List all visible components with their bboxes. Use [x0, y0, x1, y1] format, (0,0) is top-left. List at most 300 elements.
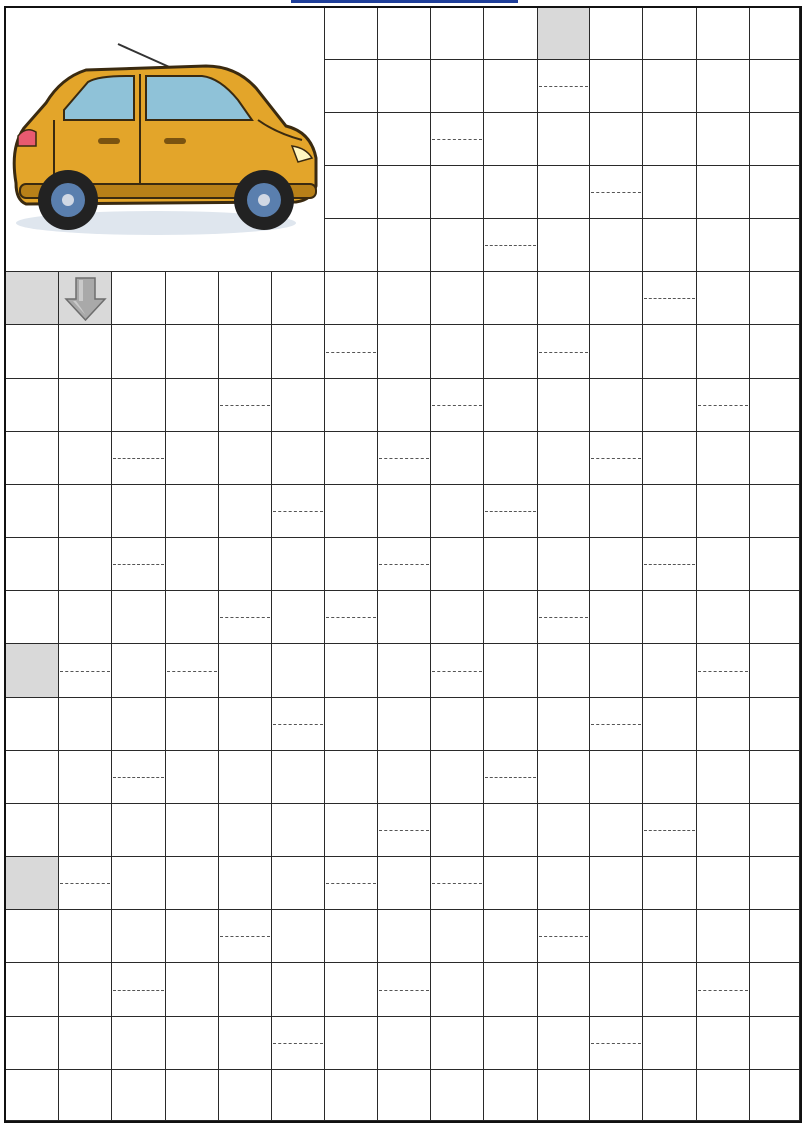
answer-cell[interactable] — [431, 963, 484, 1017]
answer-cell[interactable] — [166, 325, 219, 379]
answer-cell[interactable] — [643, 379, 697, 432]
car-icon — [6, 8, 324, 271]
answer-cell[interactable] — [590, 60, 643, 113]
top-link-bar[interactable] — [291, 0, 518, 3]
answer-cell[interactable] — [643, 1070, 697, 1121]
answer-cell[interactable] — [590, 591, 643, 644]
answer-cell[interactable] — [59, 1070, 112, 1121]
answer-cell[interactable] — [219, 857, 272, 910]
answer-cell[interactable] — [59, 910, 112, 963]
answer-cell[interactable] — [378, 1070, 431, 1121]
clue-text-lower — [220, 936, 270, 962]
answer-cell[interactable] — [325, 485, 378, 538]
answer-cell[interactable] — [272, 1070, 325, 1121]
split-clue-cell — [484, 219, 538, 272]
answer-cell[interactable] — [431, 591, 484, 644]
clue-text-lower — [379, 564, 429, 590]
answer-cell[interactable] — [166, 751, 219, 804]
answer-cell[interactable] — [538, 432, 590, 485]
answer-cell[interactable] — [325, 910, 378, 963]
answer-cell[interactable] — [219, 1070, 272, 1121]
answer-cell[interactable] — [697, 60, 750, 113]
answer-cell[interactable] — [484, 166, 538, 219]
answer-cell[interactable] — [431, 272, 484, 325]
answer-cell[interactable] — [750, 432, 800, 485]
clue-cell — [484, 1070, 538, 1121]
split-clue-cell — [59, 857, 112, 910]
answer-cell[interactable] — [484, 963, 538, 1017]
clue-text-lower — [644, 298, 695, 324]
clue-text-lower — [432, 139, 482, 165]
clue-text-upper — [485, 219, 536, 246]
answer-cell[interactable] — [538, 804, 590, 857]
answer-cell[interactable] — [378, 379, 431, 432]
clue-text — [326, 113, 376, 165]
clue-cell — [6, 325, 59, 379]
answer-cell[interactable] — [59, 963, 112, 1017]
clue-text-lower — [591, 1043, 641, 1069]
clue-cell — [325, 8, 378, 60]
clue-text — [7, 751, 57, 803]
answer-cell[interactable] — [643, 857, 697, 910]
split-clue-cell — [378, 963, 431, 1017]
answer-cell[interactable] — [59, 698, 112, 751]
clue-text — [7, 910, 57, 962]
answer-cell[interactable] — [538, 644, 590, 698]
answer-cell[interactable] — [538, 538, 590, 591]
answer-cell[interactable] — [378, 698, 431, 751]
answer-cell[interactable] — [431, 432, 484, 485]
clue-text — [326, 219, 376, 271]
clue-cell — [6, 963, 59, 1017]
answer-cell[interactable] — [750, 644, 800, 698]
clue-cell — [325, 60, 378, 113]
clue-text-lower — [591, 192, 641, 218]
clue-text-upper — [220, 910, 270, 937]
clue-text-lower — [326, 883, 376, 909]
split-clue-cell — [643, 272, 697, 325]
answer-cell[interactable] — [272, 432, 325, 485]
clue-cell — [6, 1017, 59, 1070]
answer-cell[interactable] — [112, 804, 166, 857]
answer-cell[interactable] — [750, 325, 800, 379]
clue-text-upper — [326, 591, 376, 618]
answer-cell[interactable] — [590, 325, 643, 379]
answer-cell[interactable] — [750, 1017, 800, 1070]
answer-cell[interactable] — [59, 1017, 112, 1070]
answer-cell[interactable] — [378, 485, 431, 538]
clue-text-lower — [485, 245, 536, 271]
answer-cell[interactable] — [643, 60, 697, 113]
clue-cell — [750, 485, 800, 538]
answer-cell[interactable] — [643, 644, 697, 698]
answer-cell[interactable] — [272, 538, 325, 591]
answer-cell[interactable] — [697, 591, 750, 644]
clue-cell — [6, 432, 59, 485]
answer-cell[interactable] — [484, 804, 538, 857]
clue-text-upper — [591, 166, 641, 193]
answer-cell[interactable] — [697, 219, 750, 272]
clue-text — [326, 60, 376, 112]
answer-cell[interactable] — [219, 538, 272, 591]
answer-cell[interactable] — [431, 910, 484, 963]
clue-text-upper — [273, 485, 323, 512]
answer-cell[interactable] — [538, 219, 590, 272]
down-arrow-icon — [59, 272, 112, 325]
answer-cell[interactable] — [643, 219, 697, 272]
answer-cell[interactable] — [484, 1017, 538, 1070]
answer-cell[interactable] — [431, 485, 484, 538]
answer-cell[interactable] — [112, 698, 166, 751]
answer-cell[interactable] — [431, 60, 484, 113]
answer-cell[interactable] — [697, 325, 750, 379]
split-clue-cell — [219, 910, 272, 963]
clue-text-upper — [591, 432, 641, 459]
answer-cell[interactable] — [538, 166, 590, 219]
answer-cell[interactable] — [431, 804, 484, 857]
clue-text — [698, 8, 748, 59]
answer-cell[interactable] — [538, 751, 590, 804]
clue-text-upper — [432, 379, 482, 406]
answer-cell[interactable] — [112, 910, 166, 963]
answer-cell[interactable] — [378, 166, 431, 219]
answer-cell[interactable] — [166, 591, 219, 644]
answer-cell[interactable] — [484, 910, 538, 963]
clue-text-upper — [485, 751, 536, 778]
answer-cell[interactable] — [484, 644, 538, 698]
answer-cell[interactable] — [697, 804, 750, 857]
answer-cell[interactable] — [325, 1070, 378, 1121]
answer-cell[interactable] — [590, 751, 643, 804]
clue-cell — [325, 113, 378, 166]
answer-cell[interactable] — [219, 1017, 272, 1070]
answer-cell[interactable] — [697, 272, 750, 325]
answer-cell[interactable] — [219, 751, 272, 804]
answer-cell[interactable] — [590, 538, 643, 591]
split-clue-cell — [538, 591, 590, 644]
answer-cell[interactable] — [590, 379, 643, 432]
answer-cell[interactable] — [112, 591, 166, 644]
clue-text-lower — [539, 86, 588, 112]
answer-cell[interactable] — [325, 538, 378, 591]
answer-cell[interactable] — [643, 485, 697, 538]
split-clue-cell — [325, 325, 378, 379]
answer-cell[interactable] — [431, 166, 484, 219]
split-clue-cell — [643, 804, 697, 857]
clue-cell — [6, 538, 59, 591]
answer-cell[interactable] — [538, 113, 590, 166]
answer-cell[interactable] — [112, 1070, 166, 1121]
answer-cell[interactable] — [219, 325, 272, 379]
answer-cell[interactable] — [166, 485, 219, 538]
clue-text — [485, 1070, 536, 1120]
answer-cell[interactable] — [697, 698, 750, 751]
answer-cell[interactable] — [166, 963, 219, 1017]
clue-text-upper — [113, 432, 164, 459]
answer-cell[interactable] — [697, 113, 750, 166]
clue-cell — [272, 272, 325, 325]
clue-text-lower — [113, 564, 164, 590]
answer-cell[interactable] — [59, 325, 112, 379]
answer-cell[interactable] — [272, 379, 325, 432]
answer-cell[interactable] — [166, 1017, 219, 1070]
answer-cell[interactable] — [643, 113, 697, 166]
answer-cell[interactable] — [697, 432, 750, 485]
answer-cell[interactable] — [590, 219, 643, 272]
answer-cell[interactable] — [166, 432, 219, 485]
answer-cell[interactable] — [484, 60, 538, 113]
answer-cell[interactable] — [378, 272, 431, 325]
split-clue-cell — [325, 591, 378, 644]
answer-cell[interactable] — [272, 804, 325, 857]
answer-cell[interactable] — [590, 485, 643, 538]
answer-cell[interactable] — [643, 963, 697, 1017]
clue-text — [7, 698, 57, 750]
answer-cell[interactable] — [378, 325, 431, 379]
answer-cell[interactable] — [378, 644, 431, 698]
clue-text-upper — [539, 591, 588, 618]
answer-cell[interactable] — [166, 857, 219, 910]
clue-text — [485, 8, 536, 59]
answer-cell[interactable] — [750, 166, 800, 219]
answer-cell[interactable] — [325, 804, 378, 857]
answer-cell[interactable] — [697, 910, 750, 963]
answer-cell[interactable] — [219, 644, 272, 698]
answer-cell[interactable] — [59, 751, 112, 804]
answer-cell[interactable] — [166, 804, 219, 857]
answer-cell[interactable] — [697, 1017, 750, 1070]
split-clue-cell — [219, 591, 272, 644]
answer-cell[interactable] — [538, 379, 590, 432]
answer-cell[interactable] — [538, 272, 590, 325]
clue-text-upper — [698, 644, 748, 672]
answer-cell[interactable] — [590, 272, 643, 325]
clue-text-upper — [379, 432, 429, 459]
clue-text-lower — [273, 1043, 323, 1069]
answer-cell[interactable] — [325, 379, 378, 432]
answer-cell[interactable] — [697, 538, 750, 591]
answer-cell[interactable] — [166, 379, 219, 432]
answer-cell[interactable] — [325, 1017, 378, 1070]
answer-cell[interactable] — [590, 1070, 643, 1121]
answer-cell[interactable] — [219, 804, 272, 857]
answer-cell[interactable] — [219, 698, 272, 751]
clue-text — [7, 325, 57, 378]
answer-cell[interactable] — [484, 432, 538, 485]
answer-cell[interactable] — [112, 857, 166, 910]
answer-cell[interactable] — [590, 910, 643, 963]
clue-cell — [750, 8, 800, 60]
clue-cell — [6, 698, 59, 751]
answer-cell[interactable] — [538, 1070, 590, 1121]
clue-cell — [325, 166, 378, 219]
answer-cell[interactable] — [272, 591, 325, 644]
clue-cell — [750, 219, 800, 272]
clue-text-lower — [591, 724, 641, 750]
answer-cell[interactable] — [219, 485, 272, 538]
split-clue-cell — [378, 804, 431, 857]
clue-text-lower — [644, 564, 695, 590]
clue-cell — [6, 910, 59, 963]
answer-cell[interactable] — [378, 60, 431, 113]
clue-text — [7, 644, 57, 697]
clue-text-lower — [379, 990, 429, 1017]
answer-cell[interactable] — [59, 804, 112, 857]
answer-cell[interactable] — [643, 910, 697, 963]
answer-cell[interactable] — [750, 113, 800, 166]
answer-cell[interactable] — [590, 857, 643, 910]
answer-cell[interactable] — [750, 698, 800, 751]
answer-cell[interactable] — [112, 325, 166, 379]
answer-cell[interactable] — [643, 698, 697, 751]
answer-cell[interactable] — [697, 751, 750, 804]
split-clue-cell — [272, 1017, 325, 1070]
clue-text-upper — [591, 1017, 641, 1044]
split-clue-cell — [166, 644, 219, 698]
answer-cell[interactable] — [484, 325, 538, 379]
answer-cell[interactable] — [59, 591, 112, 644]
answer-cell[interactable] — [538, 485, 590, 538]
answer-cell[interactable] — [431, 325, 484, 379]
answer-cell[interactable] — [378, 857, 431, 910]
answer-cell[interactable] — [590, 804, 643, 857]
answer-cell[interactable] — [378, 910, 431, 963]
clue-text — [7, 538, 57, 590]
answer-cell[interactable] — [272, 644, 325, 698]
answer-cell[interactable] — [750, 538, 800, 591]
answer-cell[interactable] — [643, 166, 697, 219]
clue-text-upper — [220, 591, 270, 618]
answer-cell[interactable] — [166, 910, 219, 963]
answer-cell[interactable] — [166, 538, 219, 591]
answer-cell[interactable] — [697, 166, 750, 219]
answer-cell[interactable] — [112, 485, 166, 538]
clue-text — [751, 8, 798, 59]
split-clue-cell — [431, 644, 484, 698]
clue-text — [751, 219, 798, 271]
answer-cell[interactable] — [643, 591, 697, 644]
answer-cell[interactable] — [750, 591, 800, 644]
answer-cell[interactable] — [750, 379, 800, 432]
answer-cell[interactable] — [378, 751, 431, 804]
answer-cell[interactable] — [750, 272, 800, 325]
split-clue-cell — [538, 60, 590, 113]
answer-cell[interactable] — [166, 698, 219, 751]
answer-cell[interactable] — [272, 325, 325, 379]
answer-cell[interactable] — [590, 113, 643, 166]
clue-cell — [6, 485, 59, 538]
answer-cell[interactable] — [643, 432, 697, 485]
answer-cell[interactable] — [112, 644, 166, 698]
crossword-frame — [4, 6, 802, 1123]
answer-cell[interactable] — [697, 857, 750, 910]
answer-cell[interactable] — [750, 804, 800, 857]
clue-text-lower — [113, 777, 164, 803]
answer-cell[interactable] — [272, 857, 325, 910]
answer-cell[interactable] — [484, 857, 538, 910]
answer-cell[interactable] — [750, 60, 800, 113]
clue-text-lower — [273, 511, 323, 537]
clue-text — [751, 857, 798, 909]
answer-cell[interactable] — [378, 591, 431, 644]
answer-cell[interactable] — [431, 698, 484, 751]
answer-cell[interactable] — [378, 1017, 431, 1070]
answer-cell[interactable] — [378, 113, 431, 166]
answer-cell[interactable] — [59, 538, 112, 591]
answer-cell[interactable] — [590, 963, 643, 1017]
answer-cell[interactable] — [590, 644, 643, 698]
answer-cell[interactable] — [325, 963, 378, 1017]
clue-cell — [6, 751, 59, 804]
answer-cell[interactable] — [431, 1070, 484, 1121]
answer-cell[interactable] — [431, 538, 484, 591]
answer-cell[interactable] — [538, 857, 590, 910]
answer-cell[interactable] — [750, 751, 800, 804]
clue-text-lower — [539, 352, 588, 379]
answer-cell[interactable] — [431, 1017, 484, 1070]
answer-cell[interactable] — [750, 1070, 800, 1121]
answer-cell[interactable] — [538, 963, 590, 1017]
clue-text-upper — [644, 538, 695, 565]
answer-cell[interactable] — [643, 751, 697, 804]
answer-cell[interactable] — [484, 113, 538, 166]
answer-cell[interactable] — [697, 485, 750, 538]
split-clue-cell — [431, 379, 484, 432]
answer-cell[interactable] — [272, 910, 325, 963]
split-clue-cell — [697, 644, 750, 698]
answer-cell[interactable] — [431, 751, 484, 804]
answer-cell[interactable] — [484, 272, 538, 325]
clue-cell — [325, 219, 378, 272]
answer-cell[interactable] — [538, 698, 590, 751]
answer-cell[interactable] — [325, 432, 378, 485]
answer-cell[interactable] — [697, 1070, 750, 1121]
answer-cell[interactable] — [484, 379, 538, 432]
answer-cell[interactable] — [431, 219, 484, 272]
answer-cell[interactable] — [750, 963, 800, 1017]
answer-cell[interactable] — [325, 698, 378, 751]
clue-text-lower — [698, 990, 748, 1017]
clue-text-upper — [113, 538, 164, 565]
answer-cell[interactable] — [484, 698, 538, 751]
split-clue-cell — [272, 485, 325, 538]
answer-cell[interactable] — [219, 963, 272, 1017]
answer-cell[interactable] — [272, 751, 325, 804]
answer-cell[interactable] — [750, 910, 800, 963]
split-clue-cell — [431, 857, 484, 910]
answer-cell[interactable] — [378, 219, 431, 272]
answer-cell[interactable] — [59, 485, 112, 538]
answer-cell[interactable] — [484, 538, 538, 591]
answer-cell[interactable] — [59, 379, 112, 432]
answer-cell[interactable] — [643, 1017, 697, 1070]
clue-text — [7, 804, 57, 856]
answer-cell[interactable] — [325, 751, 378, 804]
answer-cell[interactable] — [219, 432, 272, 485]
clue-text-lower — [113, 990, 164, 1017]
answer-cell[interactable] — [484, 591, 538, 644]
clue-text-lower — [273, 724, 323, 750]
clue-text — [7, 432, 57, 484]
answer-cell[interactable] — [325, 644, 378, 698]
answer-cell[interactable] — [112, 379, 166, 432]
answer-cell[interactable] — [538, 1017, 590, 1070]
split-clue-cell — [590, 432, 643, 485]
answer-cell[interactable] — [643, 325, 697, 379]
answer-cell[interactable] — [272, 963, 325, 1017]
answer-cell[interactable] — [59, 432, 112, 485]
answer-cell[interactable] — [112, 1017, 166, 1070]
